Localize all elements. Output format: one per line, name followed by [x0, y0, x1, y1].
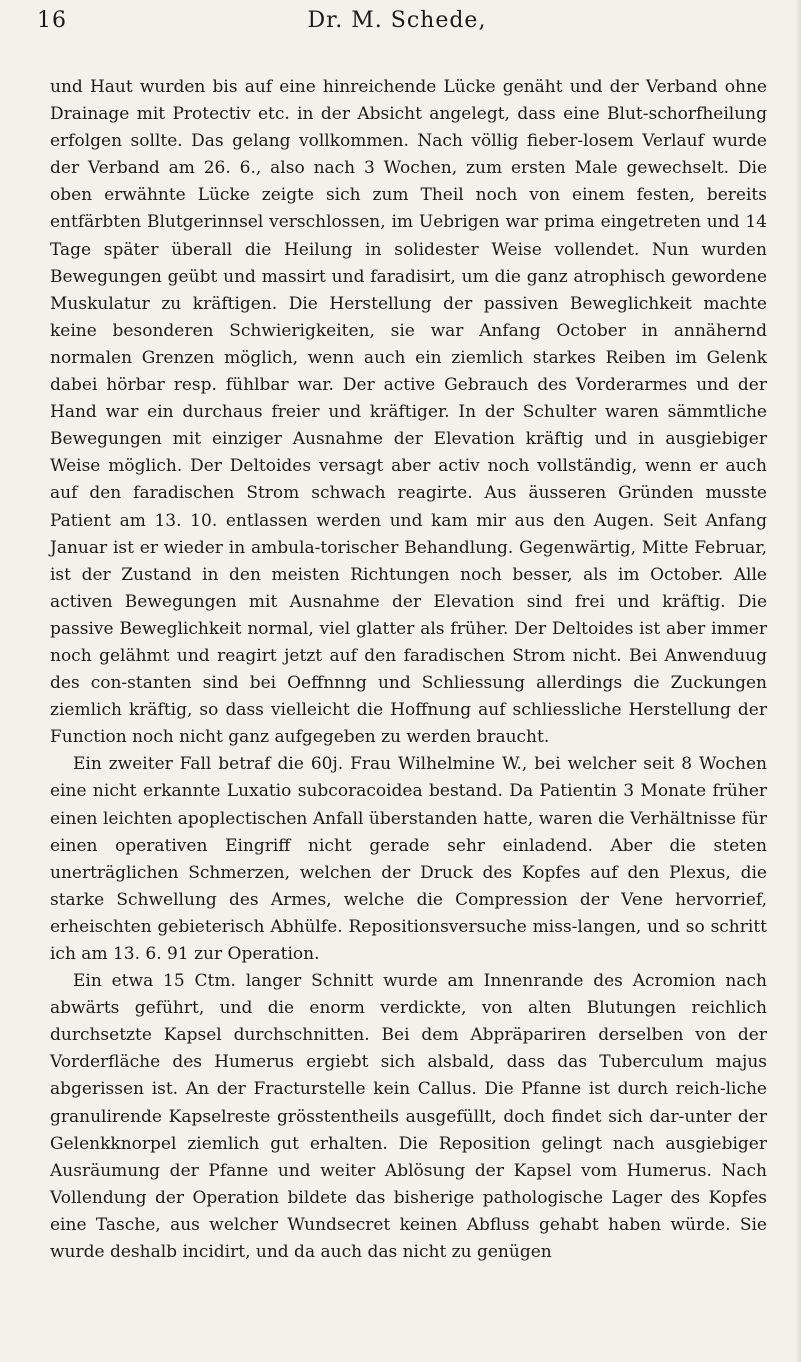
running-title: Dr. M. Schede,: [307, 8, 487, 33]
paragraph-second-case: Ein zweiter Fall betraf die 60j. Frau Wilhelmine W., bei welcher seit 8 Wochen eine nicht erkannte Luxatio subcoracoidea bestand. Da Patientin 3 Monate früher einen leichten apoplectischen Anfall überstanden hatte, waren die Verhältnisse für einen operativen Eingriff nicht gerade sehr einladend. Aber die steten unerträglichen Schmerzen, welchen der Druck des Kopfes auf den Plexus, die starke Schwellung des Armes, welche die Compression der Vene hervorrief, erheischten gebieterisch Abhülfe. Repositionsversuche miss-langen, und so schritt ich am 13. 6. 91 zur Operation.: [50, 754, 767, 964]
body-text: [50, 74, 767, 1266]
page-edge-shadow: [795, 0, 801, 1362]
paragraph-continuation: und Haut wurden bis auf eine hinreichende Lücke genäht und der Verband ohne Drainage mit Protectiv etc. in der Absicht angelegt, dass eine Blut-schorfheilung erfolgen sollte. Das gelang vollkommen. Nach völlig fieber-losem Verlauf wurde der Verband am 26. 6., also nach 3 Wochen, zum ersten Male gewechselt. Die oben erwähnte Lücke zeigte sich zum Theil noch von einem festen, bereits entfärbten Blutgerinnsel verschlossen, im Uebrigen war prima eingetreten und 14 Tage später überall die Heilung in solidester Weise vollendet. Nun wurden Bewegungen geübt und massirt und faradisirt, um die ganz atrophisch gewordene Muskulatur zu kräftigen. Die Herstellung der passiven Beweglichkeit machte keine besonderen Schwierigkeiten, sie war Anfang October in annähernd normalen Grenzen möglich, wenn auch ein ziemlich starkes Reiben im Gelenk dabei hörbar resp. fühlbar war. Der active Gebrauch des Vorderarmes und der Hand war ein durchaus freier und kräftiger. In der Schulter waren sämmtliche Bewegungen mit einziger Ausnahme der Elevation kräftig und in ausgiebiger Weise möglich. Der Deltoides versagt aber activ noch vollständig, wenn er auch auf den faradischen Strom schwach reagirte. Aus äusseren Gründen musste Patient am 13. 10. entlassen werden und kam mir aus den Augen. Seit Anfang Januar ist er wieder in ambula-torischer Behandlung. Gegenwärtig, Mitte Februar, ist der Zustand in den meisten Richtungen noch besser, als im October. Alle activen Bewegungen mit Ausnahme der Elevation sind frei und kräftig. Die passive Beweglichkeit normal, viel glatter als früher. Der Deltoides ist aber immer noch gelähmt und reagirt jetzt auf den faradischen Strom nicht. Bei Anwenduug des con-stanten sind bei Oeffnnng und Schliessung allerdings die Zuckungen ziemlich kräftig, so dass vielleicht die Hoffnung auf schliessliche Herstellung der Function noch nicht ganz aufgegeben zu werden braucht.: [50, 77, 767, 748]
page-number: 16: [37, 8, 67, 33]
paragraph-operation: Ein etwa 15 Ctm. langer Schnitt wurde am Innenrande des Acromion nach abwärts geführt, und die enorm verdickte, von alten Blutungen reichlich durchsetzte Kapsel durchschnitten. Bei dem Abpräpariren derselben von der Vorderfläche des Humerus ergiebt sich alsbald, dass das Tuberculum majus abgerissen ist. An der Fracturstelle kein Callus. Die Pfanne ist durch reich-liche granulirende Kapselreste grösstentheils ausgefüllt, doch findet sich dar-unter der Gelenkknorpel ziemlich gut erhalten. Die Reposition gelingt nach ausgiebiger Ausräumung der Pfanne und weiter Ablösung der Kapsel vom Humerus. Nach Vollendung der Operation bildete das bisherige pathologische Lager des Kopfes eine Tasche, aus welcher Wundsecret keinen Abfluss gehabt haben würde. Sie wurde deshalb incidirt, und da auch das nicht zu genügen: [50, 971, 767, 1263]
page-header: [37, 8, 757, 48]
